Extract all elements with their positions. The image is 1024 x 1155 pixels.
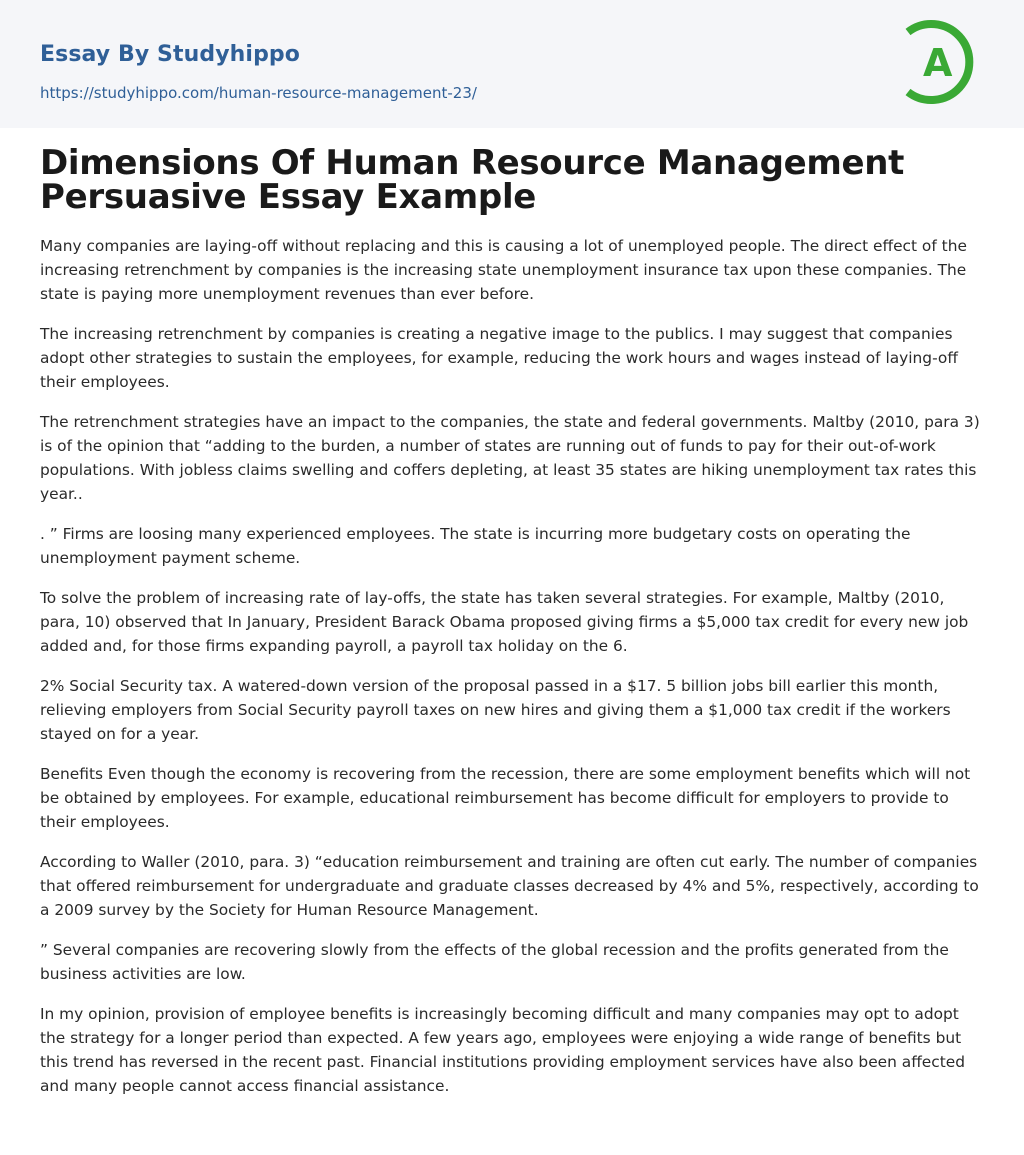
essay-paragraph-9: ” Several companies are recovering slowly from the effects of the global recession and the profits generated from the business activities are low. <box>40 941 949 983</box>
essay-title-line-2: Persuasive Essay Example <box>40 177 537 217</box>
site-brand[interactable]: Essay By Studyhippo <box>40 42 300 67</box>
essay-paragraph-3: The retrenchment strategies have an impact to the companies, the state and federal governments. Maltby (2010, para 3) is of the opinion that “adding to the burden, a number of states are running out of funds to pay for their out-of-work populations. With jobless claims swelling and coffers depleting, at least 35 states are hiking unemployment tax rates this year.. <box>40 413 980 503</box>
essay-main <box>0 128 1024 1098</box>
essay-paragraph-8: According to Waller (2010, para. 3) “education reimbursement and training are often cut early. The number of companies that offered reimbursement for undergraduate and graduate classes decreased by 4% and 5%, respectively, according to a 2009 survey by the Society for Human Resource Management. <box>40 853 979 919</box>
essay-paragraph-1: Many companies are laying-off without replacing and this is causing a lot of unemployed people. The direct effect of the increasing retrenchment by companies is the increasing state unemployment insurance tax upon these companies. The state is paying more unemployment revenues than ever before. <box>40 237 967 303</box>
essay-paragraph-7: Benefits Even though the economy is recovering from the recession, there are some employment benefits which will not be obtained by employees. For example, educational reimbursement has become difficult for employers to provide to their employees. <box>40 765 971 831</box>
essay-title-line-1: Dimensions Of Human Resource Management <box>40 143 905 183</box>
logo-letter: A <box>923 41 953 85</box>
essay-title <box>40 143 984 217</box>
essay-paragraph-10: In my opinion, provision of employee benefits is increasingly becoming difficult and many companies may opt to adopt the strategy for a longer period than expected. A few years ago, employees were enjoying a wide range of benefits but this trend has reversed in the recent past. Financial institutions providing employment services have also been affected and many people cannot access financial assistance. <box>40 1005 966 1095</box>
essay-paragraph-2: The increasing retrenchment by companies is creating a negative image to the publics. I may suggest that companies adopt other strategies to sustain the employees, for example, reducing the work hours and wages instead of laying-off their employees. <box>40 325 958 391</box>
essay-paragraph-4: . ” Firms are loosing many experienced employees. The state is incurring more budgetary costs on operating the unemployment payment scheme. <box>40 525 911 567</box>
source-url-link[interactable]: https://studyhippo.com/human-resource-management-23/ <box>40 84 477 102</box>
essay-body <box>40 234 984 1098</box>
site-header <box>0 0 1024 128</box>
studyhippo-logo-icon[interactable] <box>898 19 984 105</box>
essay-paragraph-5: To solve the problem of increasing rate of lay-offs, the state has taken several strategies. For example, Maltby (2010, para, 10) observed that In January, President Barack Obama proposed giving firms a $5,000 tax credit for every new job added and, for those firms expanding payroll, a payroll tax holiday on the 6. <box>40 589 969 655</box>
essay-paragraph-6: 2% Social Security tax. A watered-down version of the proposal passed in a $17. 5 billion jobs bill earlier this month, relieving employers from Social Security payroll taxes on new hires and giving them a $1,000 tax credit if the workers stayed on for a year. <box>40 677 951 743</box>
